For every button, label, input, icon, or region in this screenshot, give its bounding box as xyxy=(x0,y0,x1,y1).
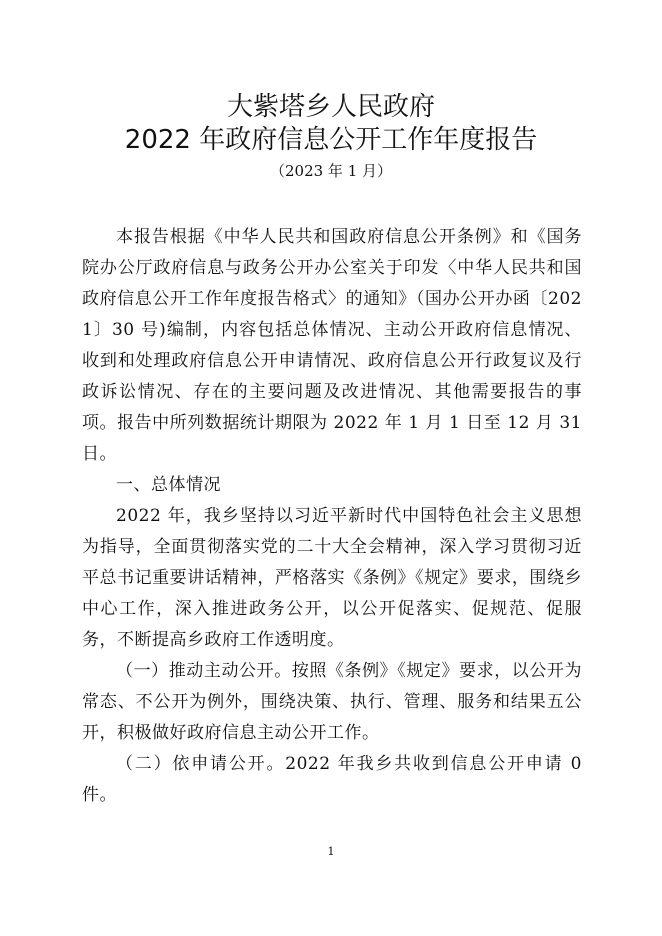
section-heading-overview: 一、总体情况 xyxy=(116,475,221,495)
document-title-line-1: 大紫塔乡人民政府 xyxy=(226,92,435,122)
intro-paragraph: 本报告根据《中华人民共和国政府信息公开条例》和《国务院办公厅政府信息与政务公开办公室关于印发〈中华人民共和国政府信息公开工作年度报告格式〉的通知》（国办公开办函〔2021〕30 号)编制，内容包括总体情况、主动公开政府信息情况、收到和处理政府信息公开申请情况、政府信息公开行政复议及行政诉讼情况、存在的主要问题及改进情况、其他需要报告的事项。报告中所列数据统计期限为 2022 年 1 月 1 日至 12 月 31 日。 xyxy=(82,227,582,464)
overview-paragraph: 2022 年，我乡坚持以习近平新时代中国特色社会主义思想为指导，全面贯彻落实党的二十大全会精神，深入学习贯彻习近平总书记重要讲话精神，严格落实《条例》《规定》要求，围绕乡中心工作，深入推进政务公开，以公开促落实、促规范、促服务，不断提高乡政府工作透明度。 xyxy=(82,506,582,650)
on-request-disclosure-paragraph: （二）依申请公开。2022 年我乡共收到信息公开申请 0 件。 xyxy=(82,754,582,805)
document-body xyxy=(82,222,582,811)
document-title-line-2: 2022 年政府信息公开工作年度报告 xyxy=(124,125,538,155)
proactive-disclosure-paragraph: （一）推动主动公开。按照《条例》《规定》要求，以公开为常态、不公开为例外，围绕决策、执行、管理、服务和结果五公开，积极做好政府信息主动公开工作。 xyxy=(82,661,582,743)
page-number: 1 xyxy=(327,845,335,858)
document-date: （2023 年 1 月） xyxy=(269,162,393,180)
